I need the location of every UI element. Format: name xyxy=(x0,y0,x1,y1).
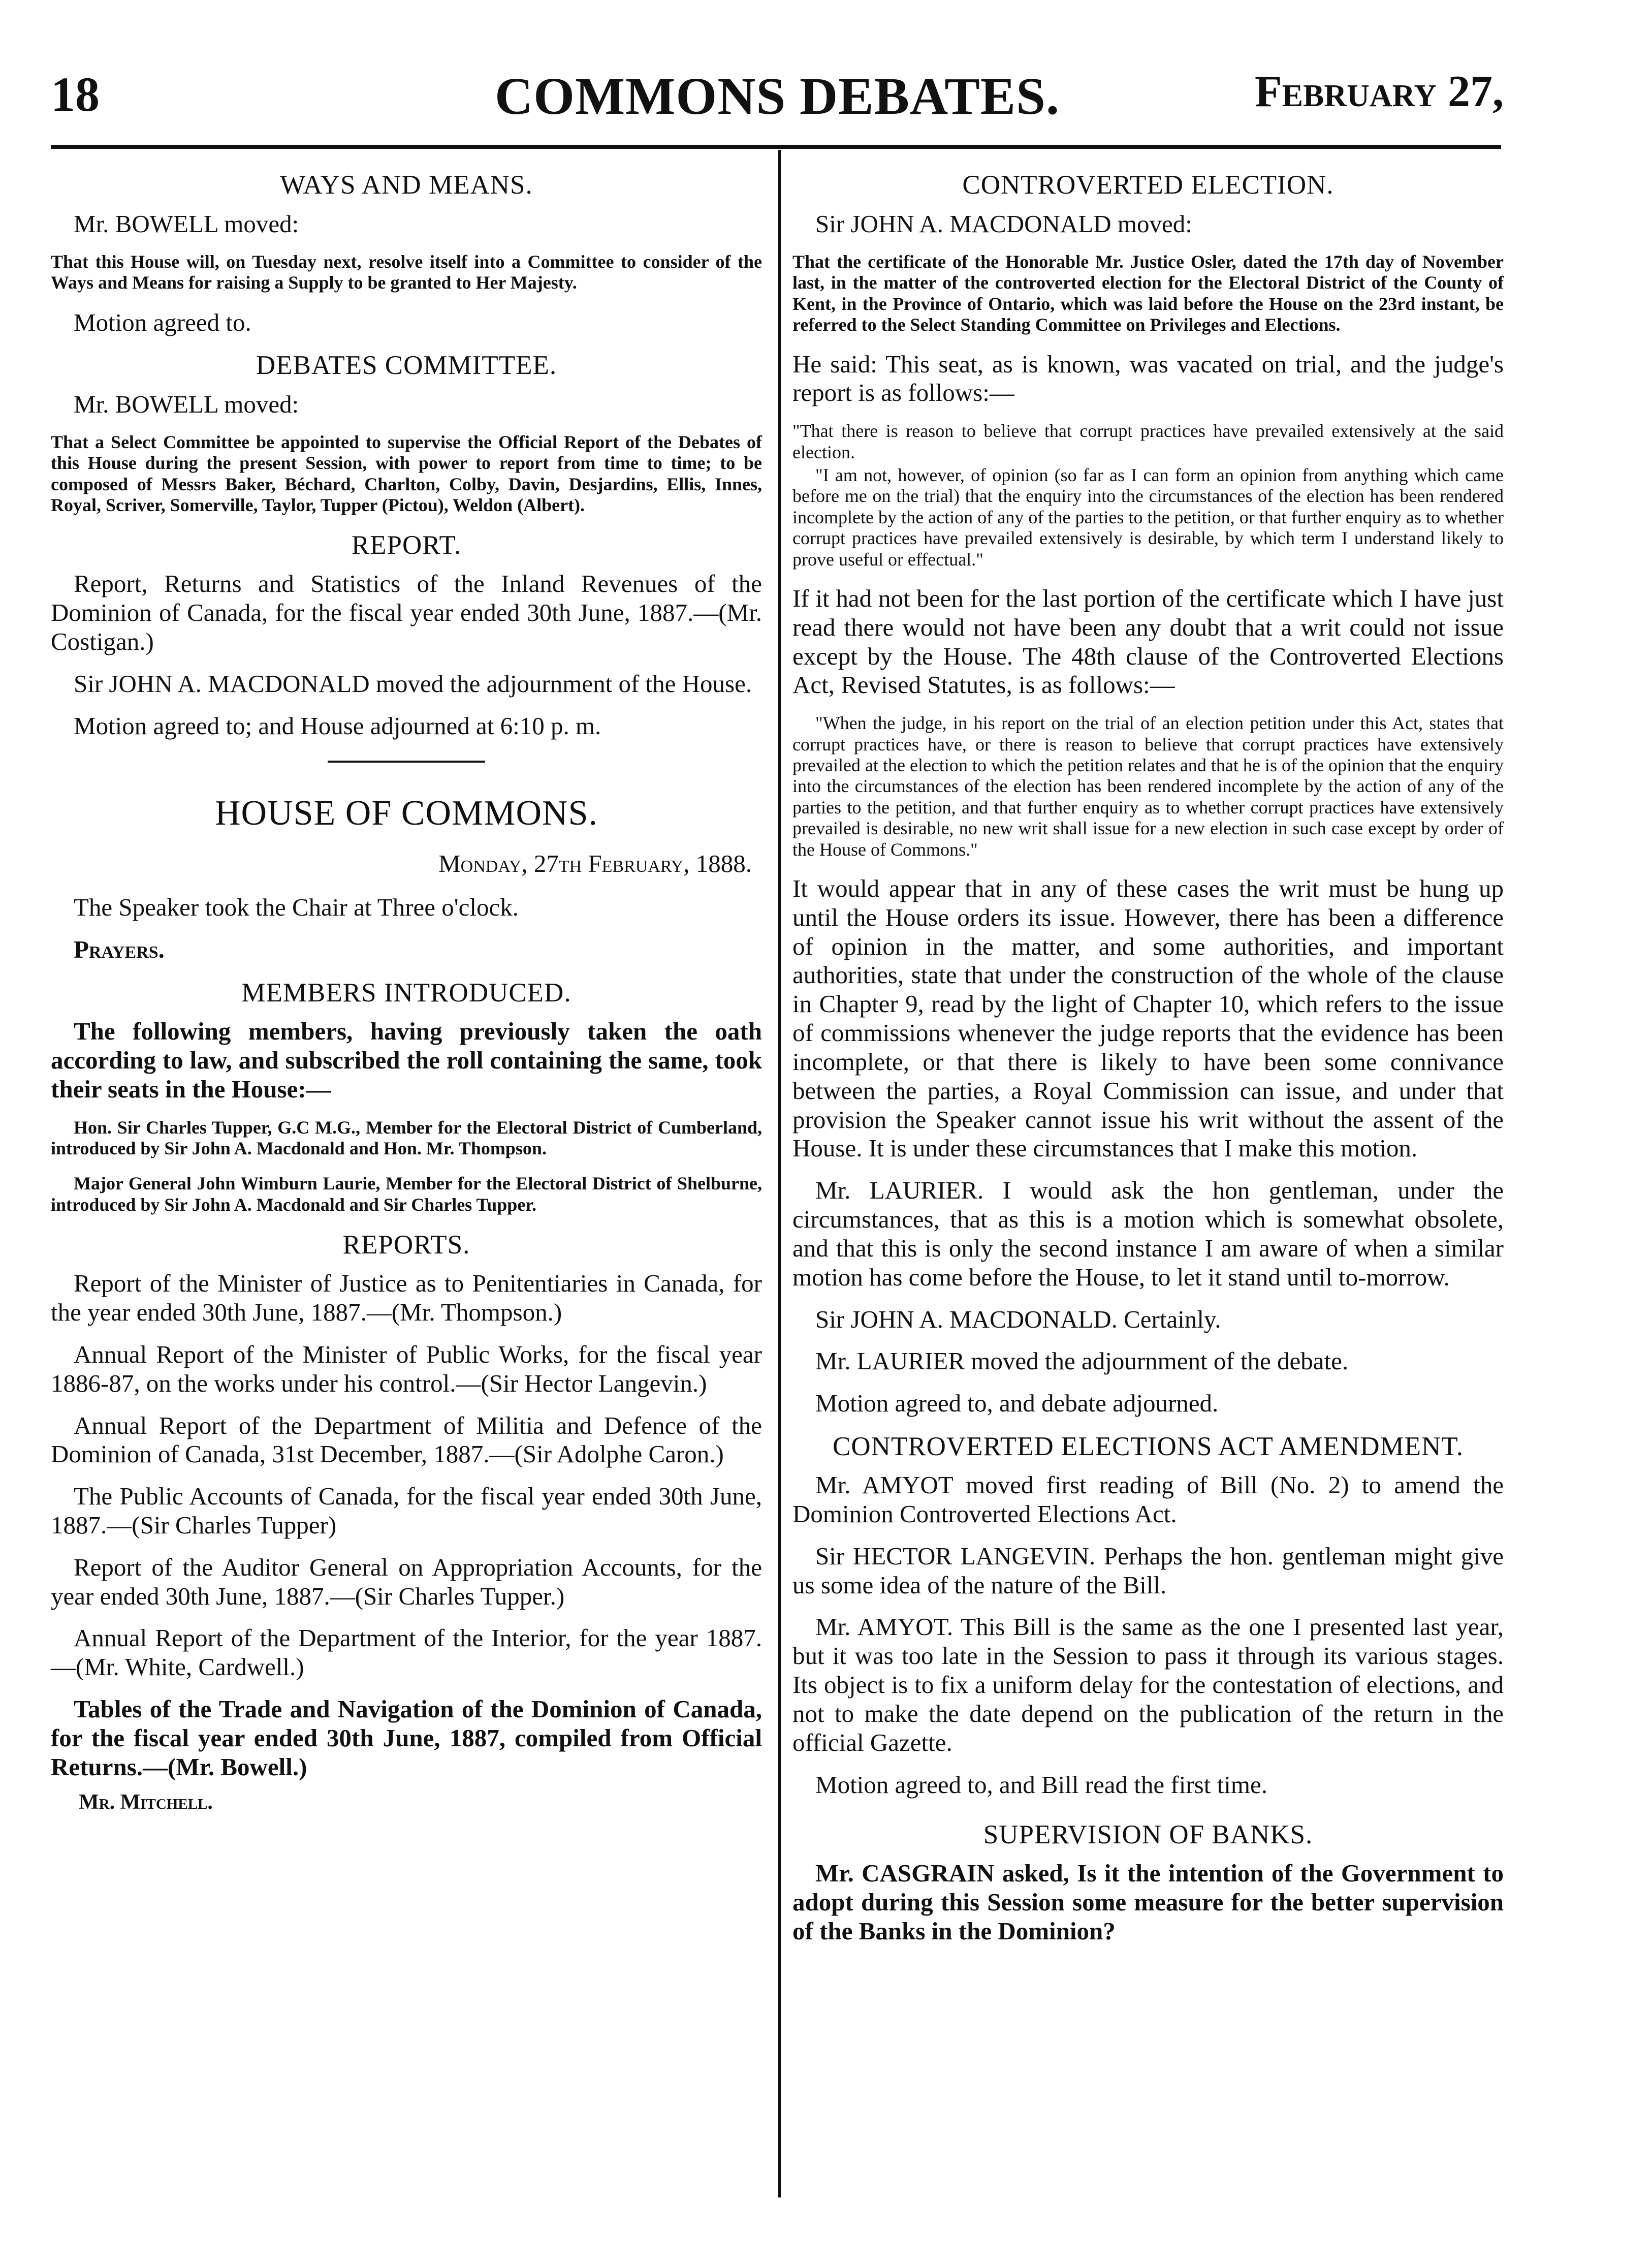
debates-committee-motion: That a Select Committee be appointed to supervise the Official Report of the Debates of this House during the present Session, with power to report from time to time; to be composed of Messrs Baker, Béchard, Charlton, Colby, Davin, Desjardins, Ellis, Innes, Royal, Scriver, Somerville, Taylor, Tupper (Pictou), Weldon (Albert). xyxy=(51,431,762,515)
member-laurie: Major General John Wimburn Laurie, Member for the Electoral District of Shelburne, introduced by Sir John A. Macdonald and Sir Charles Tupper. xyxy=(51,1173,762,1215)
member-tupper: Hon. Sir Charles Tupper, G.C M.G., Member for the Electoral District of Cumberland, introduced by Sir John A. Macdonald and Hon. Mr. Thompson. xyxy=(51,1117,762,1159)
members-heading: MEMBERS INTRODUCED. xyxy=(241,978,571,1008)
controverted-para-2: It would appear that in any of these cases the writ must be hung up until the House orders its issue. However, there has been a difference of opinion in the matter, and some authorities, and important authorities, state that under the construction of the whole of the clause in Chapter 9, read by the light of Chapter 10, which refers to the issue of commissions whenever the judge reports that the evidence has been incomplete, or that there is likely to have been some connivance between the parties, a Royal Commission can issue, and under that provision the Speaker cannot issue his writ without the assent of the House. It is under these circumstances that I make this motion. xyxy=(792,874,1504,1163)
controverted-said: He said: This seat, as is known, was vacated on trial, and the judge's report is as follows:— xyxy=(792,350,1504,407)
amendment-result: Motion agreed to, and Bill read the first time. xyxy=(815,1770,1267,1799)
ways-means-heading: WAYS AND MEANS. xyxy=(280,170,533,200)
right-column xyxy=(792,163,1504,1959)
report-item: Annual Report of the Department of Militia and Defence of the Dominion of Canada, 31st December, 1887.—(Sir Adolphe Caron.) xyxy=(51,1411,762,1468)
adjourn-result: Motion agreed to; and House adjourned at 6:10 p. m. xyxy=(74,711,601,740)
house-heading: HOUSE OF COMMONS. xyxy=(214,794,598,833)
laurier-speech: Mr. LAURIER. I would ask the hon gentleman, under the circumstances, that as this is a motion which is somewhat obsolete, and that this is only the second instance I am aware of when a similar motion has come before the House, to let it stand until to-morrow. xyxy=(792,1176,1504,1291)
ways-means-mover: Mr. BOWELL moved: xyxy=(74,210,299,238)
prayers-line: Prayers. xyxy=(74,935,165,964)
column-divider xyxy=(778,150,781,2197)
page-number: 18 xyxy=(51,67,100,121)
amyot-motion: Mr. AMYOT moved first reading of Bill (No. 2) to amend the Dominion Controverted Elections Act. xyxy=(792,1471,1504,1528)
signature: Mr. Mitchell. xyxy=(79,1790,213,1814)
report-item: Tables of the Trade and Navigation of the Dominion of Canada, for the fiscal year ended 30th June, 1887, compiled from Official Returns.—(Mr. Bowell.) xyxy=(51,1695,762,1781)
report-item: Report of the Minister of Justice as to Penitentiaries in Canada, for the year ended 30th June, 1887.—(Mr. Thompson.) xyxy=(51,1269,762,1327)
adjourn-motion: Sir JOHN A. MACDONALD moved the adjournment of the House. xyxy=(74,669,752,698)
report-item: Annual Report of the Minister of Public Works, for the fiscal year 1886-87, on the works under his control.—(Sir Hector Langevin.) xyxy=(51,1340,762,1397)
controverted-motion: That the certificate of the Honorable Mr. Justice Osler, dated the 17th day of November last, in the matter of the controverted election for the Electoral District of the County of Kent, in the Province of Ontario, which was laid before the House on the 23rd instant, be referred to the Select Standing Committee on Privileges and Elections. xyxy=(792,252,1504,335)
controverted-para-1: If it had not been for the last portion of the certificate which I have just read there would not have been any doubt that a writ could not issue except by the House. The 48th clause of the Controverted Elections Act, Revised Statutes, is as follows:— xyxy=(792,584,1504,699)
controverted-mover: Sir JOHN A. MACDONALD moved: xyxy=(815,210,1192,238)
debates-committee-mover: Mr. BOWELL moved: xyxy=(74,390,299,418)
debates-committee-heading: DEBATES COMMITTEE. xyxy=(256,350,557,380)
controverted-heading: CONTROVERTED ELECTION. xyxy=(962,170,1334,200)
report-text: Report, Returns and Statistics of the Inland Revenues of the Dominion of Canada, for the fiscal year ended 30th June, 1887.—(Mr. Costigan.) xyxy=(51,570,762,655)
section-rule xyxy=(328,761,485,763)
ways-means-motion: That this House will, on Tuesday next, resolve itself into a Committee to consider of the Ways and Means for raising a Supply to be granted to Her Majesty. xyxy=(51,252,762,293)
page-header xyxy=(51,66,1504,142)
laurier-adjourn: Mr. LAURIER moved the adjournment of the debate. xyxy=(815,1347,1349,1375)
judge-quote-1: "That there is reason to believe that corrupt practices have prevailed extensively at the said election. xyxy=(792,421,1504,462)
report-heading: REPORT. xyxy=(351,530,462,560)
page-date: February 27, xyxy=(1254,67,1504,116)
amyot-reply: Mr. AMYOT. This Bill is the same as the one I presented last year, but it was too late in the Session to pass it through its various stages. Its object is to fix a uniform delay for the contestation of elections, and not to make the date depend on the publication of the return in the official Gazette. xyxy=(792,1613,1504,1756)
langevin-question: Sir HECTOR LANGEVIN. Perhaps the hon. gentleman might give us some idea of the nature of the Bill. xyxy=(792,1542,1504,1599)
statute-quote: "When the judge, in his report on the trial of an election petition under this Act, states that corrupt practices have, or there is reason to believe that corrupt practices have extensively prevailed at the election to which the petition relates and that he is of the opinion that the enquiry into the circumstances of the election has been rendered incomplete by the action of any of the parties to the petition, and that further enquiry as to whether corrupt practices have extensively prevailed is desirable, no new writ shall issue for a new election in such case except by order of the House of Commons." xyxy=(792,713,1504,860)
ways-means-result: Motion agreed to. xyxy=(74,308,251,336)
judge-quote-2: "I am not, however, of opinion (so far as I can form an opinion from anything which came before me on the trial) that the enquiry into the circumstances of the election has been rendered incomplete by the action of any of the parties to the petition, or that further enquiry as to whether corrupt practices have prevailed extensively is desirable, by which term I understand likely to prove useful or effectual." xyxy=(792,465,1504,570)
header-rule xyxy=(51,145,1501,149)
amendment-heading: CONTROVERTED ELECTIONS ACT AMENDMENT. xyxy=(833,1432,1464,1462)
members-intro: The following members, having previously taken the oath according to law, and subscribed the roll containing the same, took their seats in the House:— xyxy=(51,1017,762,1103)
page-title: COMMONS DEBATES. xyxy=(495,67,1060,125)
macdonald-reply: Sir JOHN A. MACDONALD. Certainly. xyxy=(815,1305,1221,1333)
casgrain-question: Mr. CASGRAIN asked, Is it the intention of the Government to adopt during this Session some measure for the better supervision of the Banks in the Dominion? xyxy=(792,1859,1504,1945)
banks-heading: SUPERVISION OF BANKS. xyxy=(983,1820,1313,1850)
left-column xyxy=(51,163,762,1814)
sitting-date: Monday, 27th February, 1888. xyxy=(438,850,752,878)
report-item: Report of the Auditor General on Appropriation Accounts, for the year ended 30th June, 1887.—(Sir Charles Tupper.) xyxy=(51,1553,762,1610)
controverted-result: Motion agreed to, and debate adjourned. xyxy=(815,1389,1219,1418)
reports-heading: REPORTS. xyxy=(342,1230,470,1260)
report-item: The Public Accounts of Canada, for the fiscal year ended 30th June, 1887.—(Sir Charles Tupper) xyxy=(51,1482,762,1539)
report-item: Annual Report of the Department of the Interior, for the year 1887.—(Mr. White, Cardwell.) xyxy=(51,1624,762,1681)
speaker-line: The Speaker took the Chair at Three o'clock. xyxy=(74,893,519,922)
